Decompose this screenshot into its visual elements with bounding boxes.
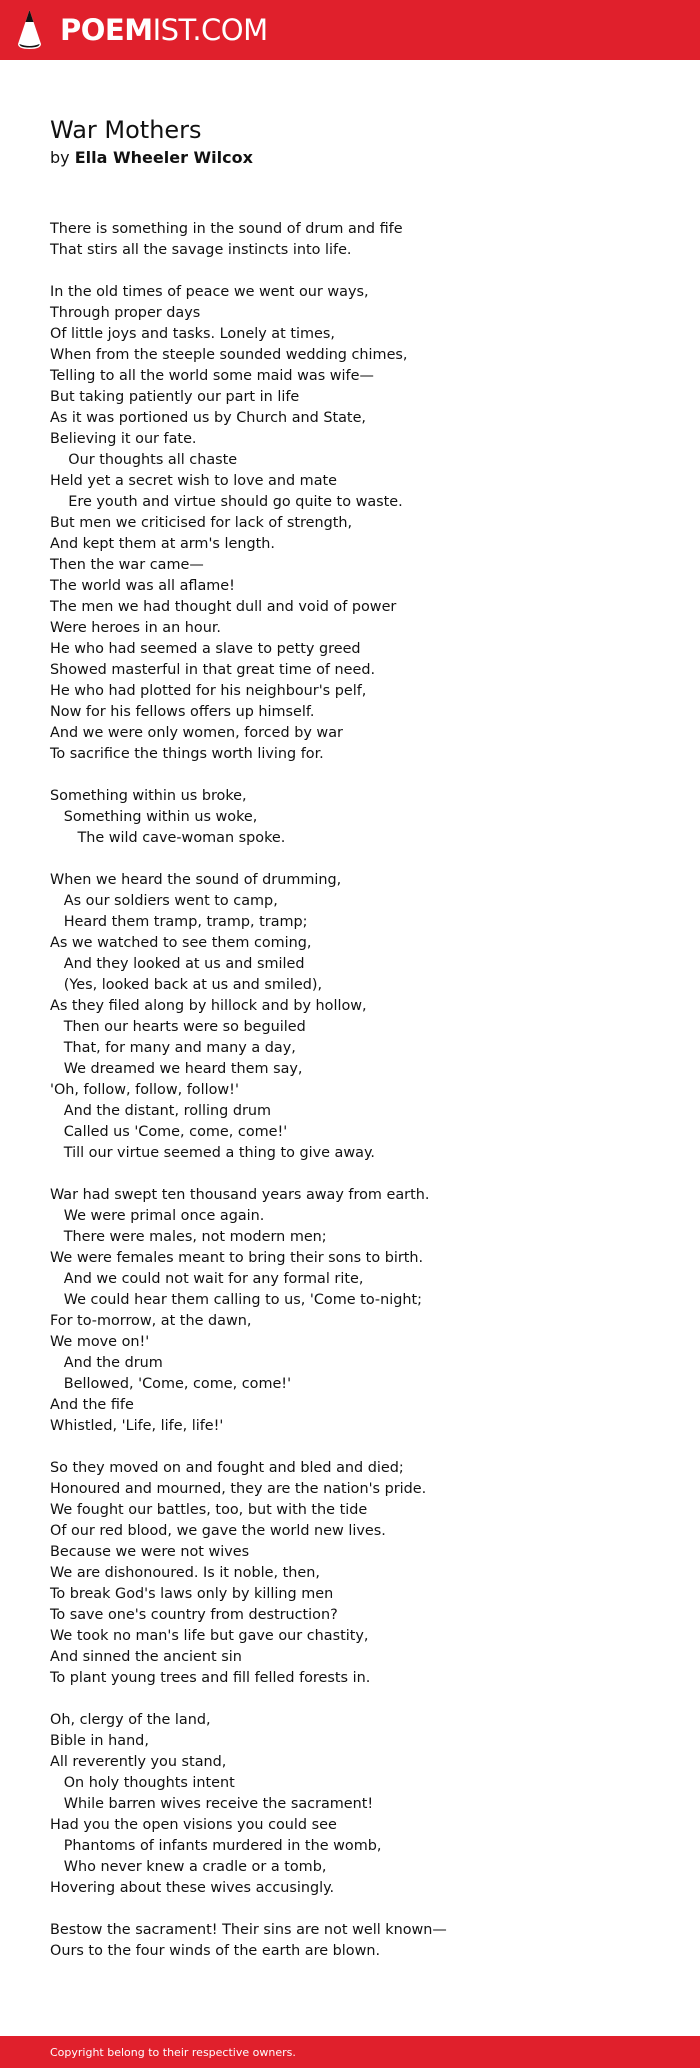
poem-line: He who had seemed a slave to petty greed	[50, 641, 361, 657]
poem-line: While barren wives receive the sacrament!	[50, 1796, 374, 1812]
poem-line: As it was portioned us by Church and State,	[50, 410, 367, 426]
poem-line: Through proper days	[50, 305, 201, 321]
site-logo[interactable]	[60, 10, 268, 50]
poem-line: Telling to all the world some maid was wife—	[50, 368, 374, 384]
poem-line: To plant young trees and fill felled forests in.	[50, 1670, 371, 1686]
poem-line: Of our red blood, we gave the world new lives.	[50, 1523, 386, 1539]
poem-line: On holy thoughts intent	[50, 1775, 235, 1791]
pencil-tip-icon[interactable]	[16, 9, 43, 51]
site-header	[0, 0, 700, 60]
poem-line: So they moved on and fought and bled and died;	[50, 1460, 404, 1476]
copyright-text: Copyright belong to their respective owners.	[50, 2046, 296, 2059]
poem-line: Something within us broke,	[50, 788, 247, 804]
poem-line: Bestow the sacrament! Their sins are not well known—	[50, 1922, 447, 1938]
poem-line: Now for his fellows offers up himself.	[50, 704, 315, 720]
poem-line: But taking patiently our part in life	[50, 389, 300, 405]
poem-body	[50, 219, 447, 1983]
poem-line: Something within us woke,	[50, 809, 258, 825]
poem-line: All reverently you stand,	[50, 1754, 227, 1770]
poem-line: Bible in hand,	[50, 1733, 149, 1749]
poem-line: Ere youth and virtue should go quite to waste.	[50, 494, 403, 510]
poem-line: Honoured and mourned, they are the nation's pride.	[50, 1481, 427, 1497]
poem-line: Were heroes in an hour.	[50, 620, 221, 636]
poem-line: Held yet a secret wish to love and mate	[50, 473, 338, 489]
poem-line: As they filed along by hillock and by hollow,	[50, 998, 367, 1014]
poem-line: And sinned the ancient sin	[50, 1649, 242, 1665]
site-footer	[0, 2036, 700, 2068]
poem-line: We move on!'	[50, 1334, 150, 1350]
poem-line: The world was all aflame!	[50, 578, 235, 594]
poem-line: When from the steeple sounded wedding chimes,	[50, 347, 408, 363]
poem-line: When we heard the sound of drumming,	[50, 872, 342, 888]
poem-line: Believing it our fate.	[50, 431, 197, 447]
poem-line: Then our hearts were so beguiled	[50, 1019, 306, 1035]
poem-line: And the fife	[50, 1397, 134, 1413]
poem-line: And kept them at arm's length.	[50, 536, 275, 552]
poem-line: He who had plotted for his neighbour's pelf,	[50, 683, 367, 699]
poem-line: And the drum	[50, 1355, 163, 1371]
poem-line: We took no man's life but gave our chastity,	[50, 1628, 369, 1644]
poem-line: In the old times of peace we went our ways,	[50, 284, 369, 300]
poem-line: Till our virtue seemed a thing to give away.	[50, 1145, 375, 1161]
poem-line: Then the war came—	[50, 557, 204, 573]
poem-line: Hovering about these wives accusingly.	[50, 1880, 335, 1896]
poem-line: To save one's country from destruction?	[50, 1607, 338, 1623]
site-name-strong: POEM	[60, 13, 153, 47]
poem-line: Heard them tramp, tramp, tramp;	[50, 914, 308, 930]
poem-line: That, for many and many a day,	[50, 1040, 296, 1056]
poem-line: Who never knew a cradle or a tomb,	[50, 1859, 327, 1875]
poem-line: And the distant, rolling drum	[50, 1103, 272, 1119]
stanza	[50, 1458, 447, 1689]
poem-line: But men we criticised for lack of strength,	[50, 515, 353, 531]
stanza	[50, 282, 447, 765]
stanza	[50, 786, 447, 849]
stanza	[50, 219, 447, 261]
stanza	[50, 1710, 447, 1899]
poem-line: To sacrifice the things worth living for.	[50, 746, 324, 762]
stanza	[50, 1185, 447, 1437]
site-name-light: IST.COM	[152, 13, 268, 47]
poem-title: War Mothers	[50, 116, 202, 144]
by-label: by	[50, 148, 70, 167]
poem-line: We were females meant to bring their sons to birth.	[50, 1250, 424, 1266]
poem-line: Because we were not wives	[50, 1544, 250, 1560]
poem-line: 'Oh, follow, follow, follow!'	[50, 1082, 239, 1098]
poem-line: That stirs all the savage instincts into life.	[50, 242, 352, 258]
poem-line: Ours to the four winds of the earth are blown.	[50, 1943, 381, 1959]
poem-line: There were males, not modern men;	[50, 1229, 327, 1245]
stanza	[50, 1920, 447, 1962]
poem-line: We dreamed we heard them say,	[50, 1061, 303, 1077]
poem-line: War had swept ten thousand years away from earth.	[50, 1187, 430, 1203]
poem-line: Had you the open visions you could see	[50, 1817, 337, 1833]
poem-line: Bellowed, 'Come, come, come!'	[50, 1376, 292, 1392]
poem-line: Whistled, 'Life, life, life!'	[50, 1418, 224, 1434]
poem-line: As our soldiers went to camp,	[50, 893, 278, 909]
poem-line: And we could not wait for any formal rite,	[50, 1271, 364, 1287]
poem-line: And they looked at us and smiled	[50, 956, 305, 972]
poem-line: As we watched to see them coming,	[50, 935, 312, 951]
poem-line: To break God's laws only by killing men	[50, 1586, 334, 1602]
poem-line: There is something in the sound of drum and fife	[50, 221, 403, 237]
poem-line: We are dishonoured. Is it noble, then,	[50, 1565, 320, 1581]
byline	[50, 147, 253, 169]
poem-line: The men we had thought dull and void of power	[50, 599, 397, 615]
poem-line: (Yes, looked back at us and smiled),	[50, 977, 323, 993]
poem-line: Oh, clergy of the land,	[50, 1712, 211, 1728]
poem-line: Phantoms of infants murdered in the womb,	[50, 1838, 382, 1854]
poem-line: For to-morrow, at the dawn,	[50, 1313, 252, 1329]
poem-line: We were primal once again.	[50, 1208, 265, 1224]
poem-line: We fought our battles, too, but with the tide	[50, 1502, 368, 1518]
poem-line: And we were only women, forced by war	[50, 725, 343, 741]
poem-line: Showed masterful in that great time of need.	[50, 662, 376, 678]
poem-line: Of little joys and tasks. Lonely at times,	[50, 326, 335, 342]
author-name[interactable]: Ella Wheeler Wilcox	[74, 148, 253, 167]
stanza	[50, 870, 447, 1164]
poem-line: We could hear them calling to us, 'Come to-night;	[50, 1292, 422, 1308]
poem-line: Called us 'Come, come, come!'	[50, 1124, 288, 1140]
poem-line: The wild cave-woman spoke.	[50, 830, 286, 846]
poem-line: Our thoughts all chaste	[50, 452, 238, 468]
